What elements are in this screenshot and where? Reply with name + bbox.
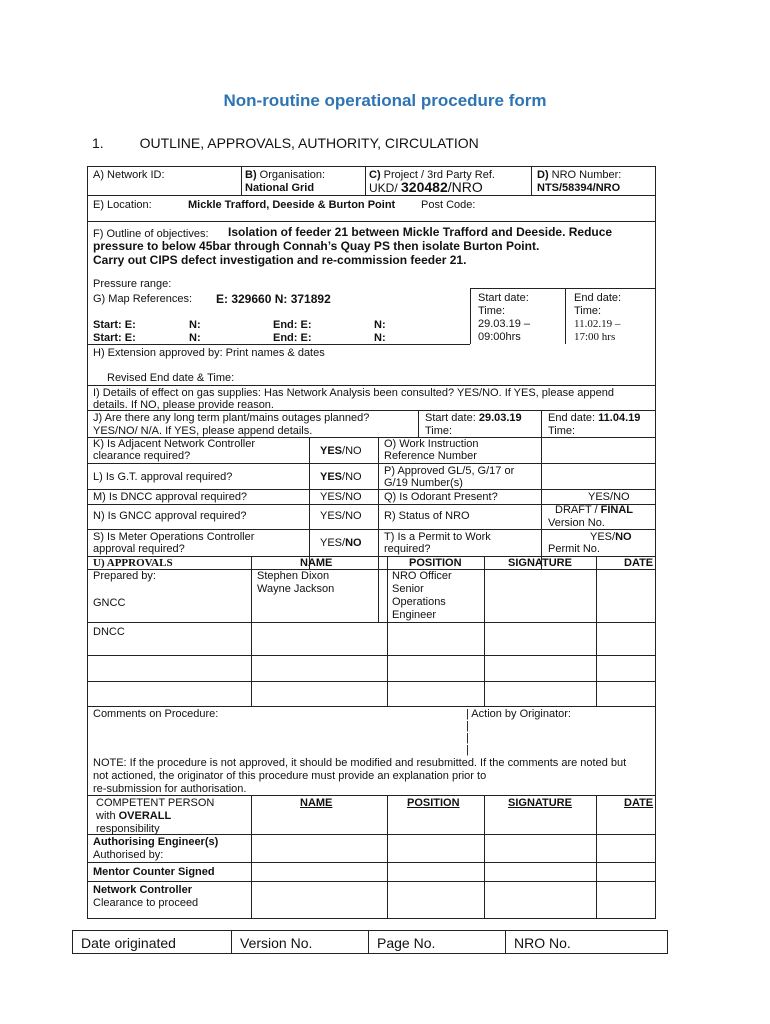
footer-page-no: Page No. [368,930,506,954]
competent-line-2: with OVERALL [96,810,172,822]
outage-end-time: Time: [548,425,576,437]
map-n-1: N: [189,319,201,331]
question-k-answer: YES/NO [320,445,362,457]
objectives-line-1: Isolation of feeder 21 between Mickle Trafford and Deeside. Reduce [228,225,613,239]
question-r: R) Status of NRO [384,510,470,522]
outages-line-2: YES/NO/ N/A. If YES, please append details. [93,425,313,437]
note-line-3: re-submission for authorisation. [93,783,247,795]
action-divider-3: | [466,744,469,756]
question-o-line-2: Reference Number [384,450,477,462]
question-p-line-2: G/19 Number(s) [384,477,463,489]
footer-version-no: Version No. [231,930,369,954]
question-m: M) Is DNCC approval required? [93,491,248,503]
gncc-position-2: Operations [392,596,446,608]
competent-position-header: POSITION [407,797,460,809]
gncc-label: GNCC [93,597,126,609]
action-by-originator-label: | Action by Originator: [466,708,571,720]
question-s-line-1: S) Is Meter Operations Controller [93,531,255,543]
map-n-2: N: [189,332,201,344]
outage-end: End date: 11.04.19 [548,412,641,424]
question-k-line-2: clearance required? [93,450,191,462]
question-q-answer: YES/NO [588,491,630,503]
outages-line-1: J) Are there any long term plant/mains outages planned? [93,412,370,424]
end-time-label: Time: [574,305,602,317]
revised-end-label: Revised End date & Time: [107,372,235,384]
start-time-label: Time: [478,305,506,317]
network-controller-label: Network Controller [93,884,193,896]
question-n: N) Is GNCC approval required? [93,510,247,522]
location-label: E) Location: [93,199,152,211]
note-line-2: not actioned, the originator of this procedure must provide an explanation prior to [93,770,487,782]
dncc-label: DNCC [93,626,125,638]
page-title: Non-routine operational procedure form [223,91,547,110]
question-r-version: Version No. [548,517,605,529]
question-s-line-2: approval required? [93,543,185,555]
map-start-2: Start: E: [93,332,136,344]
question-t-answer: YES/NO [590,531,632,543]
approvals-name-header: NAME [300,557,333,569]
objectives-label: F) Outline of objectives: [93,228,209,240]
gas-supplies-line-1: I) Details of effect on gas supplies: Has Network Analysis been consulted? YES/NO. If YES, please append [93,387,614,399]
map-end-1: End: E: [273,319,312,331]
mentor-label: Mentor Counter Signed [93,866,215,878]
prepared-by-position: NRO Officer [392,570,452,582]
question-t-permit: Permit No. [548,543,600,555]
extension-label: H) Extension approved by: Print names & dates [93,347,325,359]
organisation-value: National Grid [245,182,315,194]
comments-label: Comments on Procedure: [93,708,219,720]
note-line-1: NOTE: If the procedure is not approved, it should be modified and resubmitted. If the comments are noted but [93,757,627,769]
prepared-by-name: Stephen Dixon [257,570,330,582]
objectives-line-2: pressure to below 45bar through Connah’s Quay PS then isolate Burton Point. [93,239,540,253]
postcode-label: Post Code: [421,199,476,211]
outage-time: Time: [425,425,453,437]
section-heading [92,135,479,151]
map-references-label: G) Map References: [93,293,193,305]
gncc-position-3: Engineer [392,609,437,621]
footer-date-originated: Date originated [72,930,232,954]
pressure-range-label: Pressure range: [93,278,172,290]
network-id-label: A) Network ID: [93,169,165,181]
nro-number-label: D) NRO Number: [537,169,622,181]
clearance-label: Clearance to proceed [93,897,199,909]
question-l-answer: YES/NO [320,471,362,483]
project-ref-value: UKD/ 320482/NRO [369,179,483,195]
competent-name-header: NAME [300,797,333,809]
question-m-answer: YES/NO [320,491,362,503]
competent-signature-header: SIGNATURE [508,797,572,809]
map-en-2: N: [374,332,386,344]
action-divider-2: | [466,732,469,744]
objectives-line-3: Carry out CIPS defect investigation and re-commission feeder 21. [93,253,467,267]
question-o-line-1: O) Work Instruction [384,438,479,450]
gncc-position-1: Senior [392,583,424,595]
end-date-value: 11.02.19 – [574,318,621,330]
map-en-1: N: [374,319,386,331]
map-references-value: E: 329660 N: 371892 [216,292,331,306]
map-end-2: End: E: [273,332,312,344]
approvals-signature-header: SIGNATURE [508,557,572,569]
approvals-heading: U) APPROVALS [93,557,173,569]
start-date-label: Start date: [478,292,529,304]
approvals-date-header: DATE [624,557,654,569]
prepared-by-label: Prepared by: [93,570,156,582]
nro-number-value: NTS/58394/NRO [537,182,621,194]
gas-supplies-line-2: details. If NO, please provide reason. [93,399,274,411]
start-date-value: 29.03.19 – [478,318,530,330]
section-title: OUTLINE, APPROVALS, AUTHORITY, CIRCULATION [139,135,479,151]
question-l: L) Is G.T. approval required? [93,471,233,483]
action-divider-1: | [466,720,469,732]
end-date-label: End date: [574,292,622,304]
location-value: Mickle Trafford, Deeside & Burton Point [188,199,396,211]
authorised-by-label: Authorised by: [93,849,164,861]
question-q: Q) Is Odorant Present? [384,491,498,503]
question-t-line-1: T) Is a Permit to Work [384,531,491,543]
question-n-answer: YES/NO [320,510,362,522]
question-s-answer: YES/NO [320,537,362,549]
project-ref-label: C) Project / 3rd Party Ref. [369,169,495,181]
start-time-value: 09:00hrs [478,331,521,343]
question-p-line-1: P) Approved GL/5, G/17 or [384,465,515,477]
organisation-label: B) Organisation: [245,169,326,181]
section-number: 1. [92,135,104,151]
approvals-position-header: POSITION [409,557,462,569]
authorising-engineer-label: Authorising Engineer(s) [93,836,219,848]
question-t-line-2: required? [384,543,431,555]
outage-start: Start date: 29.03.19 [425,412,522,424]
gncc-name: Wayne Jackson [257,583,335,595]
footer-nro-no: NRO No. [505,930,668,954]
competent-line-3: responsibility [96,823,160,835]
competent-line-1: COMPETENT PERSON [96,797,215,809]
competent-date-header: DATE [624,797,654,809]
map-start-1: Start: E: [93,319,136,331]
question-r-status: DRAFT / FINAL [555,504,634,516]
end-time-value: 17:00 hrs [574,331,616,343]
question-k-line-1: K) Is Adjacent Network Controller [93,438,256,450]
